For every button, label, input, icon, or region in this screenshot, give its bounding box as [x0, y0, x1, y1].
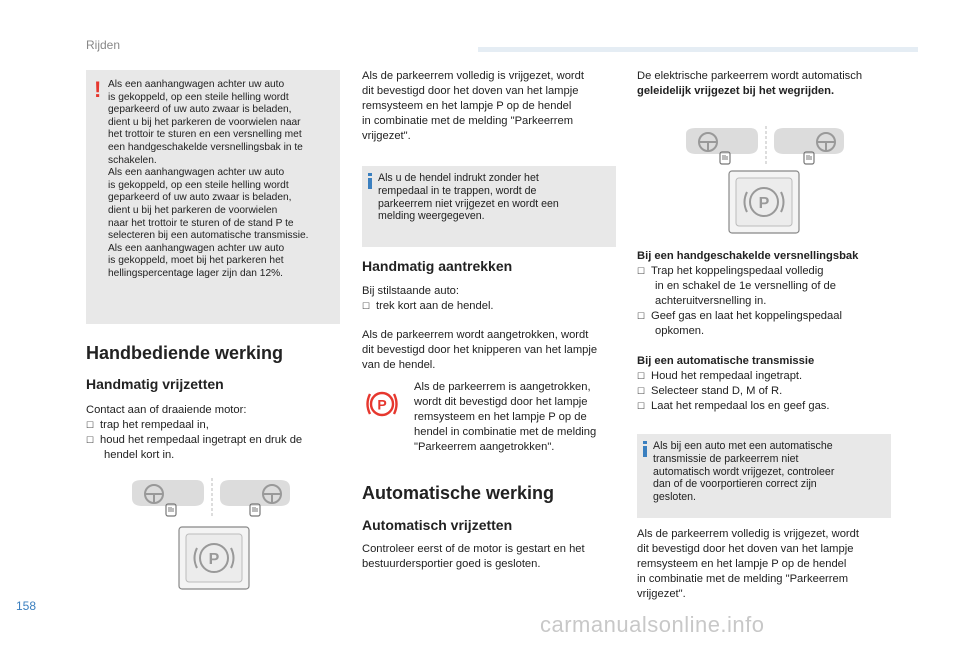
watermark: carmanualsonline.info [540, 612, 765, 637]
checkbox-bullet-icon: ☐ [637, 386, 646, 396]
apply-confirmation-text: Als de parkeerrem wordt aangetrokken, wordt dit bevestigd door het knipperen van het lampje van de hendel. [362, 329, 598, 371]
info-text-1: Als u de hendel indrukt zonder het rempedaal in te trappen, wordt de parkeerrem niet vrijgezet en wordt een melding weergegeven. [378, 172, 559, 223]
manual-gearbox-steps: Bij een handgeschakelde versnellingsbak ☐ Trap het koppelingspedaal volledig in en schakel de 1e versnelling of de achteruitversnelling in. ☐ Geef gas en laat het koppelingspedaal opkomen. [637, 250, 859, 337]
checkbox-bullet-icon: ☐ [86, 435, 95, 445]
info-icon [368, 173, 372, 189]
info-text-2: Als bij een auto met een automatische transmissie de parkeerrem niet automatisch wordt vrijgezet, controleer dan of de voorportieren correct zijn gesloten. [653, 440, 835, 504]
checkbox-bullet-icon: ☐ [637, 371, 646, 381]
auto-release-intro: De elektrische parkeerrem wordt automatisch geleidelijk vrijgezet bij het wegrijden. [637, 70, 863, 97]
svg-text:P: P [208, 551, 220, 568]
checkbox-bullet-icon: ☐ [362, 301, 371, 311]
manual-apply-heading: Handmatig aantrekken [362, 258, 513, 274]
checkbox-bullet-icon: ☐ [637, 311, 646, 321]
checkbox-bullet-icon: ☐ [637, 266, 646, 276]
automatic-release-text: Controleer eerst of de motor is gestart en het bestuurdersportier goed is gesloten. [362, 543, 585, 570]
manual-release-heading: Handmatig vrijzetten [86, 376, 224, 392]
manual-operation-title: Handbediende werking [86, 343, 284, 363]
page-number: 158 [16, 599, 37, 613]
warning-exclamation-icon: ! [94, 77, 102, 102]
applied-confirmation-text: Als de parkeerrem is aangetrokken, wordt dit bevestigd door het lampje remsysteem en het lampje P op de hendel in combinatie met de melding "Parkeerrem aangetrokken". [414, 381, 597, 453]
release-confirmation-text-2: Als de parkeerrem volledig is vrijgezet, wordt dit bevestigd door het doven van het lampje remsysteem en het lampje P op de hendel in combinatie met de melding "Parkeerrem vrijgezet". [637, 528, 859, 600]
checkbox-bullet-icon: ☐ [637, 401, 646, 411]
svg-text:P: P [377, 396, 387, 413]
parking-brake-warning-icon [364, 387, 400, 421]
automatic-release-heading: Automatisch vrijzetten [362, 517, 513, 533]
info-box-2 [637, 434, 891, 518]
automatic-gearbox-steps: Bij een automatische transmissie ☐ Houd het rempedaal ingetrapt. ☐ Selecteer stand D, M of R. ☐ Laat het rempedaal los en geef gas. [637, 355, 830, 412]
svg-text:P: P [758, 195, 770, 212]
warning-text: Als een aanhangwagen achter uw auto is gekoppeld, op een steile helling wordt geparkeerd of uw auto zwaar is beladen, dient u bij het parkeren de voorwielen naar het trottoir te sturen en een versnelling met een handgeschakelde versnellingsbak in te schakelen. Als een aanhangwagen achter uw auto is gekoppeld, op een steile helling wordt geparkeerd of uw auto zwaar is beladen, dient u bij het parkeren de voorwielen naar het trottoir te sturen of de stand P te selecteren bij een automatische transmissie. Als een aanhangwagen achter uw auto is gekoppeld, moet bij het parkeren het hellingspercentage lager zijn dan 12%. [108, 79, 309, 279]
info-box-1 [362, 166, 616, 247]
automatic-operation-title: Automatische werking [362, 483, 555, 503]
parking-switch-illustration-2 [728, 170, 800, 234]
parking-switch-illustration [178, 526, 250, 590]
release-confirmation-text: Als de parkeerrem volledig is vrijgezet, wordt dit bevestigd door het doven van het lampje remsysteem en het lampje P op de hendel in combinatie met de melding "Parkeerrem vrijgezet". [362, 70, 584, 142]
header-bar [478, 47, 918, 52]
checkbox-bullet-icon: ☐ [86, 420, 95, 430]
manual-apply-steps: Bij stilstaande auto: ☐ trek kort aan de hendel. [362, 285, 494, 312]
warning-box [86, 70, 340, 324]
parking-lever-illustration-2 [682, 124, 848, 170]
manual-release-steps: Contact aan of draaiende motor: ☐ trap het rempedaal in, ☐ houd het rempedaal ingetrapt en druk de hendel kort in. [86, 404, 303, 461]
section-title: Rijden [86, 38, 121, 52]
info-icon [643, 441, 647, 457]
parking-lever-illustration [128, 476, 294, 522]
